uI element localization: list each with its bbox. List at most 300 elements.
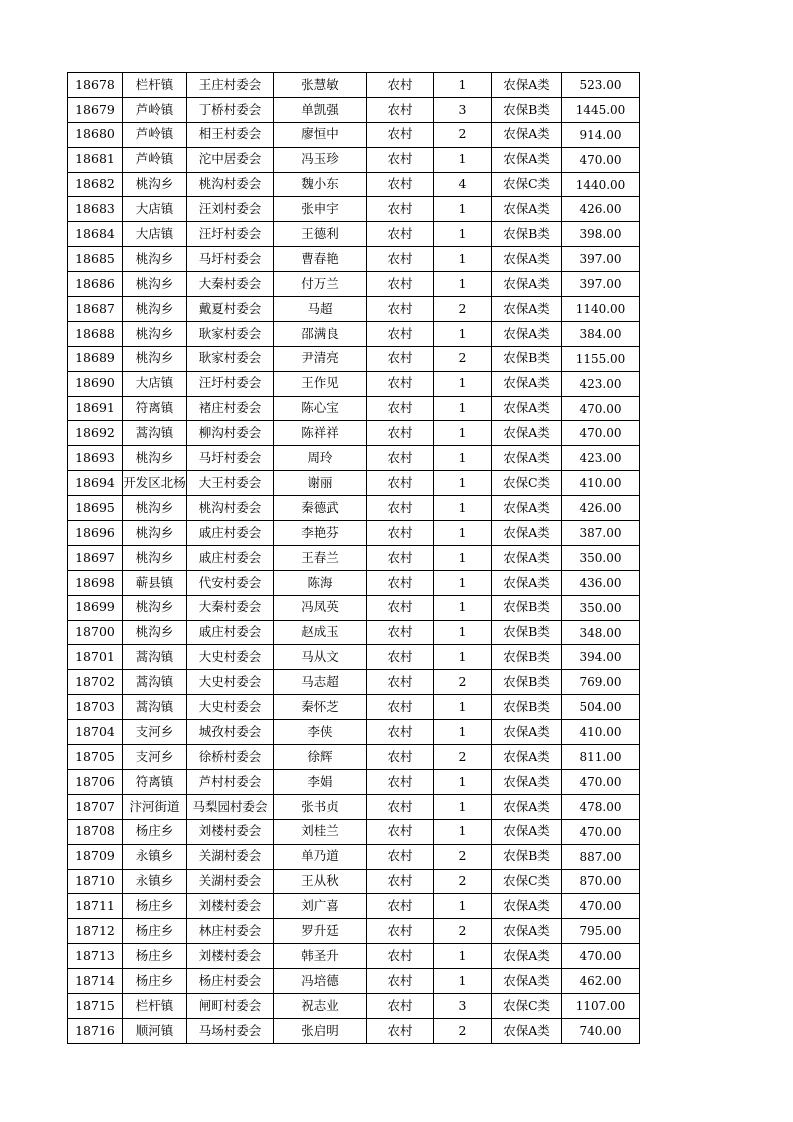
row-number-cell: 18684 [68, 222, 123, 247]
person-name-cell: 刘广喜 [274, 894, 367, 919]
town-cell: 顺河镇 [123, 1018, 187, 1043]
member-count-cell: 2 [434, 869, 492, 894]
member-count-cell: 1 [434, 396, 492, 421]
village-committee-cell: 代安村委会 [187, 570, 274, 595]
insurance-category-cell: 农保A类 [492, 297, 562, 322]
town-cell: 永镇乡 [123, 869, 187, 894]
table-row [68, 272, 640, 297]
insurance-category-cell: 农保A类 [492, 496, 562, 521]
household-type-cell: 农村 [367, 172, 434, 197]
person-name-cell: 单乃道 [274, 844, 367, 869]
table-row [68, 545, 640, 570]
town-cell: 栏杆镇 [123, 73, 187, 98]
row-number-cell: 18700 [68, 620, 123, 645]
person-name-cell: 马从文 [274, 645, 367, 670]
row-number-cell: 18683 [68, 197, 123, 222]
table-row [68, 745, 640, 770]
amount-cell: 1445.00 [562, 97, 640, 122]
table-row [68, 297, 640, 322]
amount-cell: 1107.00 [562, 993, 640, 1018]
table-row [68, 919, 640, 944]
insurance-category-cell: 农保A类 [492, 421, 562, 446]
amount-cell: 348.00 [562, 620, 640, 645]
person-name-cell: 李侠 [274, 720, 367, 745]
insurance-category-cell: 农保A类 [492, 122, 562, 147]
member-count-cell: 1 [434, 645, 492, 670]
member-count-cell: 1 [434, 969, 492, 994]
person-name-cell: 李艳芬 [274, 521, 367, 546]
household-type-cell: 农村 [367, 496, 434, 521]
village-committee-cell: 戚庄村委会 [187, 545, 274, 570]
town-cell: 汴河街道 [123, 794, 187, 819]
insurance-category-cell: 农保B类 [492, 645, 562, 670]
town-cell: 蕲县镇 [123, 570, 187, 595]
household-type-cell: 农村 [367, 321, 434, 346]
insurance-category-cell: 农保A类 [492, 745, 562, 770]
village-committee-cell: 马圩村委会 [187, 247, 274, 272]
insurance-category-cell: 农保A类 [492, 545, 562, 570]
table-row [68, 720, 640, 745]
row-number-cell: 18703 [68, 695, 123, 720]
town-cell: 符离镇 [123, 396, 187, 421]
household-type-cell: 农村 [367, 247, 434, 272]
member-count-cell: 2 [434, 297, 492, 322]
person-name-cell: 张申宇 [274, 197, 367, 222]
person-name-cell: 马超 [274, 297, 367, 322]
person-name-cell: 徐辉 [274, 745, 367, 770]
row-number-cell: 18715 [68, 993, 123, 1018]
village-committee-cell: 汪圩村委会 [187, 222, 274, 247]
household-type-cell: 农村 [367, 570, 434, 595]
member-count-cell: 1 [434, 321, 492, 346]
household-type-cell: 农村 [367, 521, 434, 546]
table-row [68, 97, 640, 122]
household-type-cell: 农村 [367, 272, 434, 297]
row-number-cell: 18709 [68, 844, 123, 869]
insurance-category-cell: 农保C类 [492, 471, 562, 496]
amount-cell: 470.00 [562, 421, 640, 446]
town-cell: 桃沟乡 [123, 247, 187, 272]
person-name-cell: 冯培德 [274, 969, 367, 994]
village-committee-cell: 马场村委会 [187, 1018, 274, 1043]
amount-cell: 470.00 [562, 769, 640, 794]
member-count-cell: 3 [434, 97, 492, 122]
amount-cell: 1440.00 [562, 172, 640, 197]
village-committee-cell: 刘楼村委会 [187, 894, 274, 919]
insurance-category-cell: 农保B类 [492, 97, 562, 122]
amount-cell: 470.00 [562, 147, 640, 172]
person-name-cell: 陈祥祥 [274, 421, 367, 446]
amount-cell: 394.00 [562, 645, 640, 670]
table-body [68, 73, 640, 1044]
member-count-cell: 2 [434, 844, 492, 869]
member-count-cell: 1 [434, 73, 492, 98]
amount-cell: 384.00 [562, 321, 640, 346]
person-name-cell: 祝志业 [274, 993, 367, 1018]
member-count-cell: 4 [434, 172, 492, 197]
town-cell: 支河乡 [123, 720, 187, 745]
row-number-cell: 18710 [68, 869, 123, 894]
person-name-cell: 马志超 [274, 670, 367, 695]
village-committee-cell: 芦村村委会 [187, 769, 274, 794]
town-cell: 栏杆镇 [123, 993, 187, 1018]
person-name-cell: 李娟 [274, 769, 367, 794]
member-count-cell: 1 [434, 894, 492, 919]
insurance-category-cell: 农保B类 [492, 695, 562, 720]
insurance-category-cell: 农保A类 [492, 720, 562, 745]
insurance-category-cell: 农保A类 [492, 769, 562, 794]
table-row [68, 172, 640, 197]
member-count-cell: 1 [434, 446, 492, 471]
row-number-cell: 18696 [68, 521, 123, 546]
table-row [68, 645, 640, 670]
row-number-cell: 18685 [68, 247, 123, 272]
member-count-cell: 1 [434, 819, 492, 844]
table-row [68, 670, 640, 695]
insurance-category-cell: 农保A类 [492, 794, 562, 819]
amount-cell: 470.00 [562, 819, 640, 844]
table-row [68, 471, 640, 496]
amount-cell: 436.00 [562, 570, 640, 595]
insurance-category-cell: 农保A类 [492, 521, 562, 546]
member-count-cell: 1 [434, 247, 492, 272]
member-count-cell: 1 [434, 222, 492, 247]
member-count-cell: 1 [434, 371, 492, 396]
member-count-cell: 1 [434, 496, 492, 521]
household-type-cell: 农村 [367, 720, 434, 745]
member-count-cell: 1 [434, 545, 492, 570]
insurance-category-cell: 农保C类 [492, 993, 562, 1018]
insurance-category-cell: 农保A类 [492, 147, 562, 172]
insurance-category-cell: 农保A类 [492, 321, 562, 346]
row-number-cell: 18705 [68, 745, 123, 770]
amount-cell: 811.00 [562, 745, 640, 770]
household-type-cell: 农村 [367, 745, 434, 770]
insurance-category-cell: 农保A类 [492, 919, 562, 944]
member-count-cell: 1 [434, 521, 492, 546]
row-number-cell: 18692 [68, 421, 123, 446]
town-cell: 大店镇 [123, 197, 187, 222]
insurance-category-cell: 农保A类 [492, 944, 562, 969]
row-number-cell: 18702 [68, 670, 123, 695]
village-committee-cell: 关湖村委会 [187, 844, 274, 869]
insurance-category-cell: 农保A类 [492, 371, 562, 396]
village-committee-cell: 大史村委会 [187, 645, 274, 670]
person-name-cell: 刘桂兰 [274, 819, 367, 844]
row-number-cell: 18682 [68, 172, 123, 197]
row-number-cell: 18712 [68, 919, 123, 944]
amount-cell: 523.00 [562, 73, 640, 98]
insurance-category-cell: 农保B类 [492, 670, 562, 695]
town-cell: 杨庄乡 [123, 894, 187, 919]
table-row [68, 496, 640, 521]
member-count-cell: 1 [434, 197, 492, 222]
household-type-cell: 农村 [367, 869, 434, 894]
village-committee-cell: 戴夏村委会 [187, 297, 274, 322]
row-number-cell: 18688 [68, 321, 123, 346]
member-count-cell: 1 [434, 471, 492, 496]
household-type-cell: 农村 [367, 819, 434, 844]
town-cell: 芦岭镇 [123, 97, 187, 122]
household-type-cell: 农村 [367, 147, 434, 172]
household-type-cell: 农村 [367, 471, 434, 496]
town-cell: 符离镇 [123, 769, 187, 794]
row-number-cell: 18699 [68, 595, 123, 620]
amount-cell: 426.00 [562, 496, 640, 521]
table-row [68, 769, 640, 794]
table-row [68, 396, 640, 421]
town-cell: 桃沟乡 [123, 595, 187, 620]
member-count-cell: 2 [434, 1018, 492, 1043]
member-count-cell: 1 [434, 720, 492, 745]
amount-cell: 397.00 [562, 247, 640, 272]
member-count-cell: 2 [434, 122, 492, 147]
row-number-cell: 18714 [68, 969, 123, 994]
person-name-cell: 赵成玉 [274, 620, 367, 645]
town-cell: 杨庄乡 [123, 944, 187, 969]
row-number-cell: 18678 [68, 73, 123, 98]
amount-cell: 423.00 [562, 371, 640, 396]
table-row [68, 1018, 640, 1043]
amount-cell: 887.00 [562, 844, 640, 869]
amount-cell: 1140.00 [562, 297, 640, 322]
person-name-cell: 王从秋 [274, 869, 367, 894]
amount-cell: 470.00 [562, 944, 640, 969]
table-row [68, 620, 640, 645]
table-row [68, 197, 640, 222]
person-name-cell: 王春兰 [274, 545, 367, 570]
table-row [68, 595, 640, 620]
town-cell: 桃沟乡 [123, 496, 187, 521]
village-committee-cell: 柳沟村委会 [187, 421, 274, 446]
town-cell: 桃沟乡 [123, 297, 187, 322]
row-number-cell: 18706 [68, 769, 123, 794]
row-number-cell: 18679 [68, 97, 123, 122]
amount-cell: 462.00 [562, 969, 640, 994]
village-committee-cell: 徐桥村委会 [187, 745, 274, 770]
row-number-cell: 18704 [68, 720, 123, 745]
person-name-cell: 张慧敏 [274, 73, 367, 98]
row-number-cell: 18691 [68, 396, 123, 421]
amount-cell: 1155.00 [562, 346, 640, 371]
member-count-cell: 2 [434, 745, 492, 770]
member-count-cell: 1 [434, 794, 492, 819]
village-committee-cell: 相王村委会 [187, 122, 274, 147]
table-row [68, 944, 640, 969]
amount-cell: 423.00 [562, 446, 640, 471]
village-committee-cell: 马梨园村委会 [187, 794, 274, 819]
town-cell: 桃沟乡 [123, 346, 187, 371]
town-cell: 桃沟乡 [123, 321, 187, 346]
village-committee-cell: 汪刘村委会 [187, 197, 274, 222]
insurance-category-cell: 农保B类 [492, 844, 562, 869]
town-cell: 桃沟乡 [123, 172, 187, 197]
village-committee-cell: 汪圩村委会 [187, 371, 274, 396]
household-type-cell: 农村 [367, 794, 434, 819]
village-committee-cell: 褚庄村委会 [187, 396, 274, 421]
village-committee-cell: 大王村委会 [187, 471, 274, 496]
village-committee-cell: 刘楼村委会 [187, 944, 274, 969]
table-row [68, 446, 640, 471]
person-name-cell: 曹春艳 [274, 247, 367, 272]
table-row [68, 794, 640, 819]
member-count-cell: 1 [434, 595, 492, 620]
member-count-cell: 1 [434, 147, 492, 172]
person-name-cell: 罗升廷 [274, 919, 367, 944]
amount-cell: 410.00 [562, 720, 640, 745]
amount-cell: 740.00 [562, 1018, 640, 1043]
insurance-category-cell: 农保C类 [492, 172, 562, 197]
village-committee-cell: 丁桥村委会 [187, 97, 274, 122]
town-cell: 桃沟乡 [123, 521, 187, 546]
person-name-cell: 陈心宝 [274, 396, 367, 421]
town-cell: 桃沟乡 [123, 620, 187, 645]
table-row [68, 147, 640, 172]
person-name-cell: 单凯强 [274, 97, 367, 122]
village-committee-cell: 闸町村委会 [187, 993, 274, 1018]
village-committee-cell: 杨庄村委会 [187, 969, 274, 994]
household-type-cell: 农村 [367, 769, 434, 794]
table-row [68, 894, 640, 919]
amount-cell: 398.00 [562, 222, 640, 247]
household-type-cell: 农村 [367, 371, 434, 396]
table-row [68, 993, 640, 1018]
amount-cell: 410.00 [562, 471, 640, 496]
row-number-cell: 18681 [68, 147, 123, 172]
insurance-category-cell: 农保A类 [492, 894, 562, 919]
person-name-cell: 周玲 [274, 446, 367, 471]
person-name-cell: 魏小东 [274, 172, 367, 197]
village-committee-cell: 桃沟村委会 [187, 172, 274, 197]
row-number-cell: 18697 [68, 545, 123, 570]
insurance-category-cell: 农保A类 [492, 396, 562, 421]
household-type-cell: 农村 [367, 222, 434, 247]
person-name-cell: 张启明 [274, 1018, 367, 1043]
row-number-cell: 18687 [68, 297, 123, 322]
village-committee-cell: 王庄村委会 [187, 73, 274, 98]
table-row [68, 346, 640, 371]
table-row [68, 969, 640, 994]
member-count-cell: 2 [434, 346, 492, 371]
town-cell: 芦岭镇 [123, 147, 187, 172]
insurance-category-cell: 农保A类 [492, 819, 562, 844]
household-type-cell: 农村 [367, 545, 434, 570]
town-cell: 大店镇 [123, 371, 187, 396]
town-cell: 支河乡 [123, 745, 187, 770]
insurance-category-cell: 农保A类 [492, 247, 562, 272]
household-type-cell: 农村 [367, 695, 434, 720]
person-name-cell: 冯凤英 [274, 595, 367, 620]
amount-cell: 795.00 [562, 919, 640, 944]
member-count-cell: 1 [434, 620, 492, 645]
row-number-cell: 18708 [68, 819, 123, 844]
person-name-cell: 冯玉珍 [274, 147, 367, 172]
member-count-cell: 2 [434, 670, 492, 695]
village-committee-cell: 林庄村委会 [187, 919, 274, 944]
amount-cell: 470.00 [562, 396, 640, 421]
household-type-cell: 农村 [367, 122, 434, 147]
household-type-cell: 农村 [367, 346, 434, 371]
insurance-category-cell: 农保A类 [492, 969, 562, 994]
person-name-cell: 尹清亮 [274, 346, 367, 371]
member-count-cell: 2 [434, 919, 492, 944]
village-committee-cell: 大史村委会 [187, 695, 274, 720]
household-type-cell: 农村 [367, 421, 434, 446]
table-row [68, 869, 640, 894]
household-type-cell: 农村 [367, 595, 434, 620]
person-name-cell: 邵满良 [274, 321, 367, 346]
village-committee-cell: 耿家村委会 [187, 321, 274, 346]
insurance-category-cell: 农保A类 [492, 1018, 562, 1043]
household-type-cell: 农村 [367, 396, 434, 421]
insurance-category-cell: 农保A类 [492, 570, 562, 595]
row-number-cell: 18707 [68, 794, 123, 819]
town-cell: 蒿沟镇 [123, 421, 187, 446]
table-row [68, 819, 640, 844]
member-count-cell: 3 [434, 993, 492, 1018]
town-cell: 蒿沟镇 [123, 695, 187, 720]
member-count-cell: 1 [434, 944, 492, 969]
household-type-cell: 农村 [367, 1018, 434, 1043]
town-cell: 杨庄乡 [123, 919, 187, 944]
table-row [68, 570, 640, 595]
table-row [68, 844, 640, 869]
village-committee-cell: 大秦村委会 [187, 595, 274, 620]
person-name-cell: 廖恒中 [274, 122, 367, 147]
insurance-category-cell: 农保B类 [492, 346, 562, 371]
town-cell: 桃沟乡 [123, 545, 187, 570]
table-row [68, 321, 640, 346]
person-name-cell: 张书贞 [274, 794, 367, 819]
table-row [68, 247, 640, 272]
amount-cell: 914.00 [562, 122, 640, 147]
town-cell: 蒿沟镇 [123, 670, 187, 695]
insurance-category-cell: 农保C类 [492, 869, 562, 894]
household-type-cell: 农村 [367, 197, 434, 222]
table-row [68, 73, 640, 98]
village-committee-cell: 城孜村委会 [187, 720, 274, 745]
amount-cell: 870.00 [562, 869, 640, 894]
household-type-cell: 农村 [367, 620, 434, 645]
town-cell: 杨庄乡 [123, 969, 187, 994]
town-cell: 桃沟乡 [123, 446, 187, 471]
amount-cell: 504.00 [562, 695, 640, 720]
household-type-cell: 农村 [367, 670, 434, 695]
town-cell: 开发区北杨 [123, 471, 187, 496]
table-row [68, 521, 640, 546]
person-name-cell: 谢丽 [274, 471, 367, 496]
town-cell: 杨庄乡 [123, 819, 187, 844]
amount-cell: 769.00 [562, 670, 640, 695]
insurance-category-cell: 农保B类 [492, 620, 562, 645]
village-committee-cell: 大史村委会 [187, 670, 274, 695]
village-committee-cell: 沱中居委会 [187, 147, 274, 172]
village-committee-cell: 耿家村委会 [187, 346, 274, 371]
household-type-cell: 农村 [367, 944, 434, 969]
person-name-cell: 秦怀芝 [274, 695, 367, 720]
member-count-cell: 1 [434, 769, 492, 794]
table-row [68, 222, 640, 247]
row-number-cell: 18693 [68, 446, 123, 471]
row-number-cell: 18680 [68, 122, 123, 147]
household-type-cell: 农村 [367, 645, 434, 670]
row-number-cell: 18690 [68, 371, 123, 396]
person-name-cell: 陈海 [274, 570, 367, 595]
household-type-cell: 农村 [367, 446, 434, 471]
row-number-cell: 18689 [68, 346, 123, 371]
amount-cell: 426.00 [562, 197, 640, 222]
row-number-cell: 18716 [68, 1018, 123, 1043]
